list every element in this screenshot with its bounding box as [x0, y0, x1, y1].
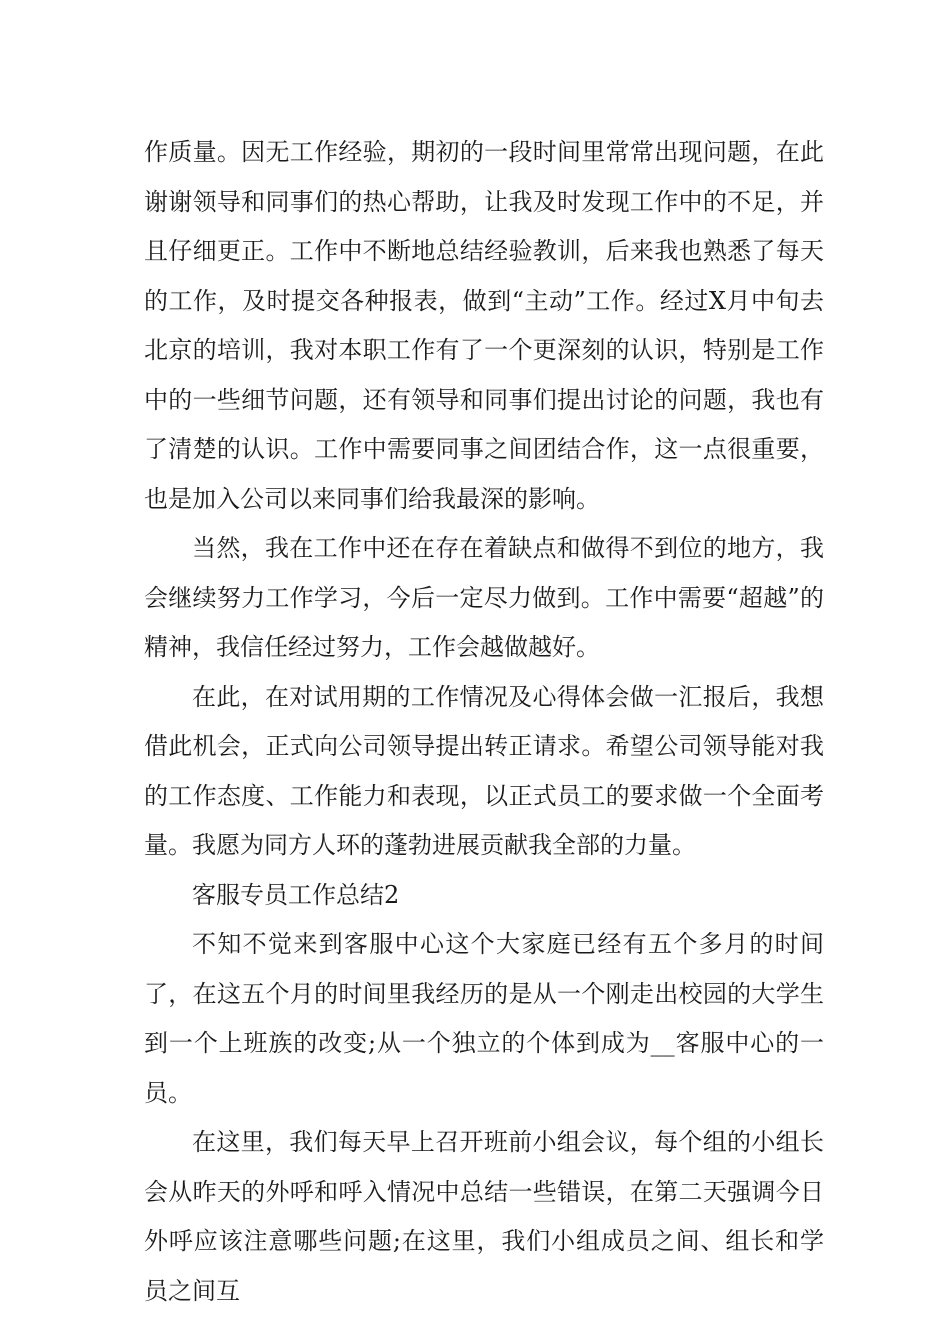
- text-line: 作质量。因无工作经验，期初的一段时间里常常出现问题，在此谢: [144, 138, 824, 216]
- text-line: 同事们给我最深的影响。: [336, 484, 600, 513]
- text-line: 在此，在对试用期的工作情况及心得体会做一汇报后，我想借: [144, 682, 824, 760]
- text-line: 此机会，正式向公司领导提出转正请求。希望公司领导能对我的工: [144, 732, 824, 810]
- text-line: 及时提交各种报表，做到“主动”工作。经过X月中旬去北京的培: [144, 286, 825, 364]
- paragraph-shortcomings: [144, 524, 824, 673]
- text-line: 应该注意哪些问题;在这里，我们小组成员之间、组长和学员之间互: [144, 1227, 825, 1305]
- text-line: 作态度、工作能力和表现，以正式员工的要求做一个全面考量。我: [144, 781, 824, 859]
- section-heading: 客服专员工作总结2: [192, 880, 400, 909]
- text-line: 细更正。工作中不断地总结经验教训，后来我也熟悉了每天的工作，: [144, 237, 824, 315]
- text-line: 愿为同方人环的蓬勃进展贡献我全部的力量。: [216, 831, 696, 859]
- text-line: 从昨天的外呼和呼入情况中总结一些错误，在第二天强调今日外呼: [144, 1177, 824, 1255]
- text-line: 神，我信任经过努力，工作会越做越好。: [168, 633, 600, 661]
- text-line: 不知不觉来到客服中心这个大家庭已经有五个多月的时间了，: [144, 930, 824, 1008]
- text-line: 在这五个月的时间里我经历的是从一个刚走出校园的大学生到一个: [144, 979, 824, 1057]
- document-body: [144, 128, 824, 1316]
- text-line: 工作中需要同事之间团结合作，这一点很重要，也是加入公司以来: [144, 435, 825, 513]
- text-line: 上班族的改变;从一个独立的个体到成为__客服中心的一员。: [144, 1029, 824, 1107]
- text-line: 在这里，我们每天早上召开班前小组会议，每个组的小组长会: [144, 1128, 824, 1206]
- paragraph-team-meetings: [144, 1118, 824, 1316]
- text-line: 当然，我在工作中还在存在着缺点和做得不到位的地方，我会: [144, 534, 824, 612]
- text-line: 谢领导和同事们的热心帮助，让我及时发现工作中的不足，并且仔: [144, 187, 824, 265]
- paragraph-work-quality: [144, 128, 824, 524]
- text-line: 训，我对本职工作有了一个更深刻的认识，特别是工作中的一些细: [144, 336, 825, 414]
- paragraph-confirmation-request: [144, 673, 824, 871]
- paragraph-customer-center: [144, 920, 824, 1118]
- text-line: 继续努力工作学习，今后一定尽力做到。工作中需要“超越”的精: [144, 583, 825, 661]
- text-line: 节问题，还有领导和同事们提出讨论的问题，我也有了清楚的认识。: [144, 385, 825, 463]
